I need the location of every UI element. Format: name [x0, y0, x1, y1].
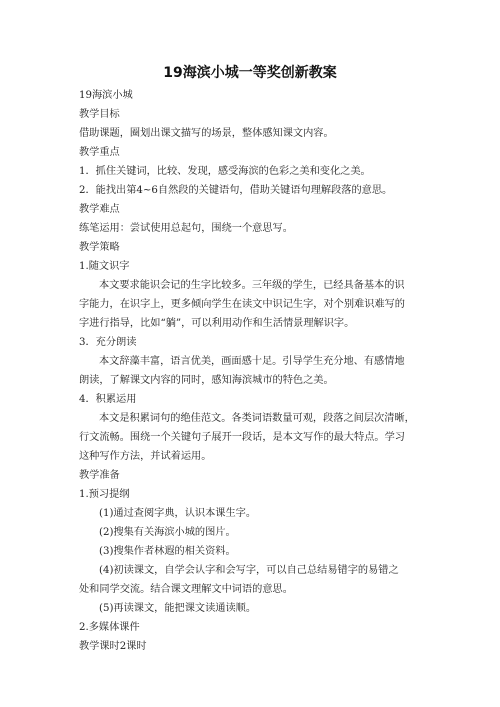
document-line: 本文是积累词句的绝佳范文。各类词语数量可观，段落之间层次清晰，	[99, 413, 415, 424]
document-line: 借助课题，圈划出课文描写的场景，整体感知课文内容。	[79, 128, 334, 139]
document-body	[79, 86, 439, 656]
document-line: 教学策略	[79, 242, 120, 253]
document-line: 19海滨小城	[79, 90, 133, 101]
document-line: (5)再读课文，能把课文读通读顺。	[99, 603, 257, 614]
document-line: 教学目标	[79, 109, 120, 120]
document-line: 2．能找出第4~6自然段的关键语句，借助关键语句理解段落的意思。	[79, 185, 393, 196]
document-line: 教学难点	[79, 204, 120, 215]
document-line: 本文辞藻丰富，语言优美，画面感十足。引导学生充分地、有感情地	[99, 356, 405, 367]
document-line: (2)搜集有关海滨小城的图片。	[99, 527, 236, 538]
document-line: 4．积累运用	[79, 394, 137, 405]
document-line: 1.预习提纲	[79, 489, 130, 500]
document-line: (1)通过查阅字典，认识本课生字。	[99, 508, 257, 519]
document-line: (3)搜集作者林遐的相关资料。	[99, 546, 236, 557]
document-line: 1．抓住关键词，比较、发现，感受海滨的色彩之美和变化之美。	[79, 166, 371, 177]
document-title: 19海滨小城一等奖创新教案	[163, 65, 337, 81]
document-line: 2.多媒体课件	[79, 622, 140, 633]
document-line: 教学准备	[79, 470, 120, 481]
document-line: 朗读，了解课文内容的同时，感知海滨城市的特色之美。	[79, 375, 334, 386]
document-line: 这种写作方法，并试着运用。	[79, 451, 212, 462]
document-line: 练笔运用：尝试使用总起句，围绕一个意思写。	[79, 223, 293, 234]
document-line: 1.随文识字	[79, 261, 130, 272]
document-line: 行文流畅。围绕一个关键句子展开一段话，是本文写作的最大特点。学习	[79, 432, 405, 443]
document-line: 教学重点	[79, 147, 120, 158]
document-line: 教学课时2课时	[79, 641, 147, 652]
document-line: 本文要求能识会记的生字比较多。三年级的学生，已经具备基本的识	[99, 280, 405, 291]
document-line: (4)初读课文，自学会认字和会写字，可以自己总结易错字的易错之	[99, 565, 399, 576]
document-line: 3．充分朗读	[79, 337, 137, 348]
document-line: 字能力，在识字上，更多倾向学生在读文中识记生字，对个别难识难写的	[79, 299, 405, 310]
document-line: 字进行指导，比如“躺”，可以利用动作和生活情景理解识字。	[79, 318, 355, 329]
document-line: 处和同学交流。结合课文理解文中词语的意思。	[79, 584, 293, 595]
